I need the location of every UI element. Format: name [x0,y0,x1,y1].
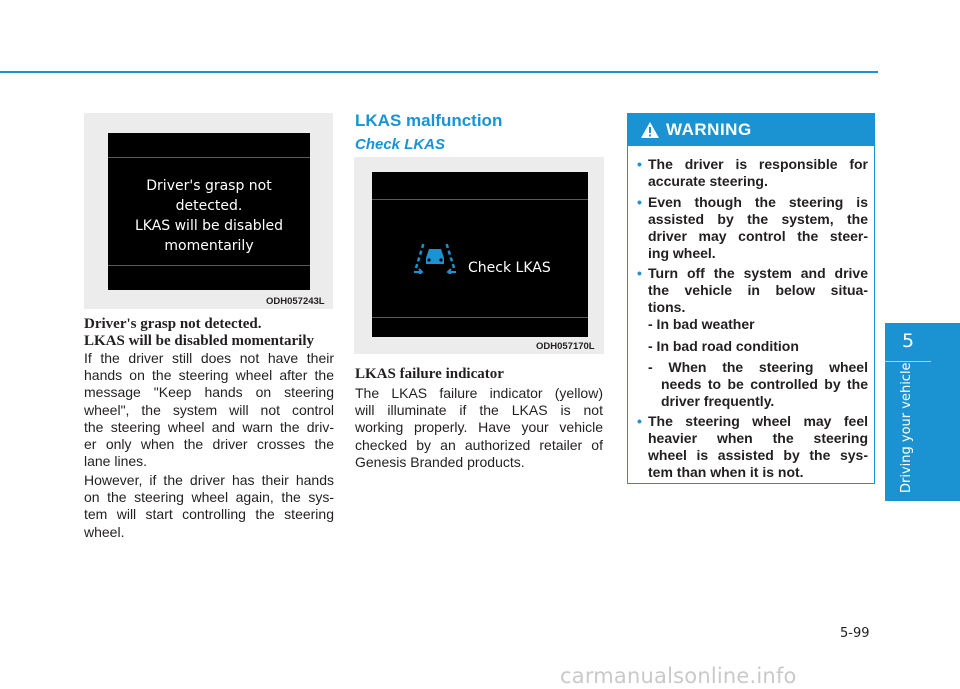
warning-box [627,113,875,484]
warning-header [628,114,874,146]
paragraph: However, if the driver has their hands on the steering wheel again, the sys- tem will start controlling the steering wheel. [84,472,334,540]
top-rule [0,71,878,73]
warning-item: • Even though the steering is assisted by the system, the driver may control the steer- ing wheel. [637,194,868,261]
bullet-icon: • [637,265,642,281]
warning-sub-item: - In bad road condition [648,338,799,354]
warning-item: • Turn off the system and drive the vehicle in below situa- tions. [637,265,868,315]
cluster-message: Driver's grasp not detected. LKAS will be disabled momentarily [134,178,284,254]
cluster-screen [372,172,588,337]
figure-code: ODH057243L [266,296,325,307]
chapter-number: 5 [901,330,915,352]
warning-triangle-icon [640,121,660,139]
figure-code: ODH057170L [536,341,595,352]
warning-sub-item: - In bad weather [648,316,755,332]
bullet-icon: • [637,413,642,429]
warning-sub-item: - When the steering wheel needs to be controlled by the driver frequently. [648,359,868,409]
figure-check-lkas [354,157,604,354]
paragraph: The LKAS failure indicator (yellow) will illuminate if the LKAS is not working properly. Have your vehicle checked by an authorized retailer of Genesis Branded products. [355,385,603,470]
section-heading: Driver's grasp not detected. LKAS will be disabled momentarily [84,316,315,349]
section-title: LKAS malfunction [355,111,503,130]
bullet-icon: • [637,156,642,172]
watermark: carmanualsonline.info [560,664,797,688]
section-subtitle: Check LKAS [355,136,446,153]
chapter-title: Driving your vehicle [899,362,914,493]
figure-grasp-not-detected [84,113,333,309]
bullet-icon: • [637,194,642,210]
warning-item: • The steering wheel may feel heavier when the steering wheel is assisted by the sys- tem than when it is not. [637,413,868,480]
section-subheading: LKAS failure indicator [355,366,504,382]
warning-title: WARNING [666,120,752,139]
cluster-message: Check LKAS [468,260,551,276]
cluster-screen [108,133,310,290]
lkas-warning-icon [408,238,462,274]
page-number: 5-99 [840,626,870,641]
paragraph: If the driver still does not have their hands on the steering wheel after the message "Keep hands on steering wheel", the system will not control the steering wheel and warn the driv- er only when the driver crosses the lane lines. [84,350,334,470]
warning-item: • The driver is responsible for accurate steering. [637,156,868,189]
chapter-tab [885,323,960,501]
